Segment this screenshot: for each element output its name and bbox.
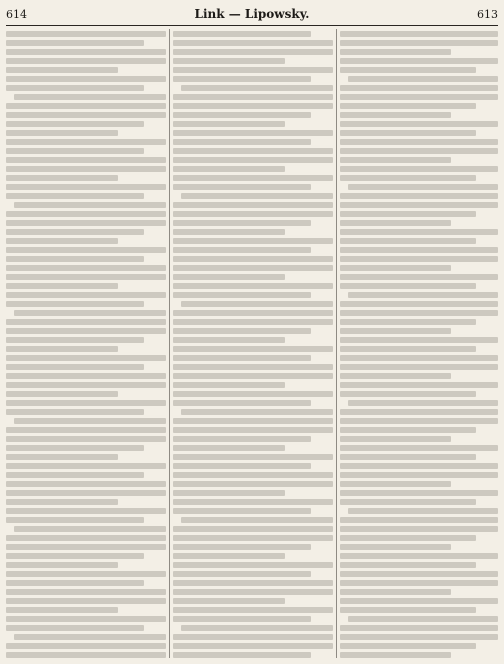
text-line bbox=[173, 76, 311, 82]
text-line bbox=[340, 580, 498, 586]
text-line bbox=[173, 400, 311, 406]
text-line bbox=[340, 40, 498, 46]
text-line bbox=[6, 625, 144, 631]
text-line bbox=[6, 445, 144, 451]
text-line bbox=[340, 112, 451, 118]
text-line bbox=[340, 625, 498, 631]
text-line bbox=[173, 265, 333, 271]
text-line bbox=[6, 193, 144, 199]
text-line bbox=[348, 400, 498, 406]
text-line bbox=[340, 157, 451, 163]
text-line bbox=[340, 598, 498, 604]
text-line bbox=[173, 454, 333, 460]
text-line bbox=[6, 382, 166, 388]
text-line bbox=[340, 85, 498, 91]
text-line bbox=[340, 481, 451, 487]
text-line bbox=[173, 58, 285, 64]
text-line bbox=[340, 211, 476, 217]
text-line bbox=[173, 184, 311, 190]
text-line bbox=[173, 337, 285, 343]
text-line bbox=[173, 211, 333, 217]
text-line bbox=[340, 220, 451, 226]
text-line bbox=[6, 580, 144, 586]
text-line bbox=[6, 373, 166, 379]
text-line bbox=[340, 535, 476, 541]
text-line bbox=[6, 508, 166, 514]
text-line bbox=[173, 526, 333, 532]
page-number-left: 614 bbox=[6, 8, 27, 21]
text-line bbox=[340, 247, 498, 253]
text-line bbox=[181, 409, 333, 415]
text-line bbox=[181, 85, 333, 91]
text-line bbox=[173, 652, 311, 658]
text-line bbox=[6, 49, 166, 55]
text-line bbox=[6, 328, 166, 334]
text-line bbox=[173, 472, 333, 478]
page-header bbox=[6, 6, 498, 24]
text-line bbox=[173, 535, 333, 541]
text-line bbox=[173, 67, 333, 73]
text-line bbox=[6, 58, 166, 64]
text-line bbox=[340, 31, 498, 37]
text-line bbox=[340, 238, 476, 244]
text-line bbox=[173, 94, 333, 100]
text-line bbox=[6, 256, 144, 262]
text-line bbox=[6, 337, 144, 343]
text-line bbox=[340, 283, 476, 289]
running-head: Link — Lipowsky. bbox=[194, 7, 310, 21]
text-line bbox=[173, 634, 333, 640]
text-line bbox=[340, 652, 451, 658]
text-line bbox=[340, 526, 498, 532]
text-line bbox=[173, 427, 333, 433]
text-line bbox=[173, 490, 285, 496]
text-line bbox=[6, 472, 144, 478]
text-line bbox=[6, 229, 144, 235]
text-line bbox=[340, 643, 476, 649]
text-line bbox=[173, 103, 333, 109]
text-line bbox=[6, 274, 166, 280]
text-line bbox=[6, 283, 118, 289]
text-line bbox=[173, 121, 285, 127]
text-line bbox=[340, 364, 498, 370]
text-line bbox=[340, 634, 498, 640]
text-line bbox=[340, 202, 498, 208]
column-1 bbox=[6, 29, 166, 658]
text-line bbox=[173, 31, 311, 37]
text-line bbox=[173, 130, 333, 136]
text-line bbox=[173, 499, 333, 505]
text-line bbox=[340, 544, 451, 550]
text-line bbox=[173, 355, 311, 361]
text-line bbox=[6, 184, 166, 190]
text-line bbox=[6, 175, 118, 181]
text-line bbox=[6, 40, 144, 46]
text-line bbox=[173, 319, 333, 325]
text-line bbox=[6, 265, 166, 271]
text-line bbox=[348, 184, 498, 190]
text-line bbox=[6, 409, 144, 415]
text-line bbox=[173, 508, 311, 514]
text-line bbox=[6, 166, 166, 172]
text-line bbox=[340, 373, 451, 379]
text-line bbox=[173, 571, 311, 577]
text-line bbox=[173, 292, 311, 298]
text-line bbox=[173, 40, 333, 46]
text-line bbox=[348, 508, 498, 514]
text-line bbox=[340, 58, 498, 64]
text-line bbox=[173, 382, 285, 388]
text-line bbox=[181, 625, 333, 631]
text-line bbox=[6, 535, 166, 541]
text-line bbox=[340, 490, 498, 496]
three-column-body bbox=[6, 29, 498, 658]
text-line bbox=[173, 202, 333, 208]
text-line bbox=[6, 346, 118, 352]
text-line bbox=[6, 427, 166, 433]
text-line bbox=[6, 292, 166, 298]
text-line bbox=[6, 553, 144, 559]
text-line bbox=[340, 607, 476, 613]
text-line bbox=[340, 319, 476, 325]
text-line bbox=[173, 148, 333, 154]
text-line bbox=[173, 346, 333, 352]
text-line bbox=[14, 418, 166, 424]
text-line bbox=[340, 310, 498, 316]
text-line bbox=[340, 517, 498, 523]
text-line bbox=[14, 634, 166, 640]
text-line bbox=[6, 571, 166, 577]
text-line bbox=[14, 94, 166, 100]
text-line bbox=[340, 130, 476, 136]
text-line bbox=[173, 49, 333, 55]
text-line bbox=[6, 220, 166, 226]
text-line bbox=[348, 616, 498, 622]
text-line bbox=[173, 256, 333, 262]
text-line bbox=[173, 643, 333, 649]
text-line bbox=[6, 490, 166, 496]
text-line bbox=[340, 49, 451, 55]
column-separator bbox=[336, 29, 337, 658]
text-line bbox=[6, 499, 118, 505]
text-line bbox=[173, 373, 333, 379]
text-line bbox=[173, 238, 333, 244]
text-line bbox=[14, 526, 166, 532]
text-line bbox=[173, 364, 333, 370]
text-line bbox=[340, 166, 498, 172]
text-line bbox=[6, 616, 166, 622]
text-line bbox=[173, 445, 285, 451]
column-3 bbox=[340, 29, 498, 658]
text-line bbox=[340, 454, 476, 460]
text-line bbox=[6, 103, 166, 109]
text-line bbox=[6, 157, 166, 163]
text-line bbox=[173, 274, 285, 280]
text-line bbox=[173, 328, 311, 334]
text-line bbox=[340, 472, 498, 478]
text-line bbox=[340, 67, 476, 73]
text-line bbox=[173, 616, 311, 622]
text-line bbox=[6, 517, 144, 523]
text-line bbox=[173, 589, 333, 595]
text-line bbox=[173, 139, 311, 145]
text-line bbox=[6, 67, 118, 73]
text-line bbox=[181, 193, 333, 199]
text-line bbox=[6, 112, 166, 118]
text-line bbox=[6, 139, 166, 145]
text-line bbox=[340, 418, 498, 424]
text-line bbox=[340, 337, 498, 343]
text-line bbox=[340, 301, 498, 307]
text-line bbox=[6, 130, 118, 136]
text-line bbox=[6, 85, 144, 91]
text-line bbox=[340, 409, 498, 415]
text-line bbox=[6, 436, 166, 442]
text-line bbox=[340, 256, 498, 262]
text-line bbox=[6, 454, 118, 460]
text-line bbox=[340, 562, 476, 568]
text-line bbox=[340, 121, 498, 127]
text-line bbox=[173, 418, 333, 424]
text-line bbox=[173, 166, 285, 172]
text-line bbox=[6, 211, 166, 217]
text-line bbox=[173, 562, 333, 568]
text-line bbox=[340, 94, 498, 100]
text-line bbox=[6, 481, 166, 487]
text-line bbox=[173, 310, 333, 316]
text-line bbox=[6, 301, 144, 307]
text-line bbox=[14, 202, 166, 208]
text-line bbox=[340, 589, 451, 595]
text-line bbox=[348, 76, 498, 82]
text-line bbox=[6, 319, 166, 325]
header-rule bbox=[6, 25, 498, 26]
text-line bbox=[6, 643, 166, 649]
text-line bbox=[173, 580, 333, 586]
text-line bbox=[6, 76, 166, 82]
text-line bbox=[181, 301, 333, 307]
text-line bbox=[6, 463, 166, 469]
text-line bbox=[340, 328, 451, 334]
text-line bbox=[340, 463, 498, 469]
text-line bbox=[340, 571, 498, 577]
text-line bbox=[340, 391, 476, 397]
text-line bbox=[14, 310, 166, 316]
text-line bbox=[173, 247, 311, 253]
text-line bbox=[6, 391, 118, 397]
text-line bbox=[340, 103, 476, 109]
text-line bbox=[6, 364, 144, 370]
text-line bbox=[173, 229, 285, 235]
text-line bbox=[173, 598, 285, 604]
text-line bbox=[340, 274, 498, 280]
text-line bbox=[340, 355, 498, 361]
column-separator bbox=[169, 29, 170, 658]
text-line bbox=[340, 148, 498, 154]
text-line bbox=[6, 607, 118, 613]
text-line bbox=[173, 481, 333, 487]
text-line bbox=[6, 121, 144, 127]
text-line bbox=[340, 382, 498, 388]
text-line bbox=[6, 562, 118, 568]
text-line bbox=[6, 148, 144, 154]
text-line bbox=[6, 400, 166, 406]
text-line bbox=[173, 544, 311, 550]
text-line bbox=[348, 292, 498, 298]
text-line bbox=[340, 193, 498, 199]
text-line bbox=[173, 175, 333, 181]
text-line bbox=[173, 463, 311, 469]
text-line bbox=[173, 220, 311, 226]
text-line bbox=[6, 544, 166, 550]
text-line bbox=[340, 499, 476, 505]
text-line bbox=[340, 229, 498, 235]
text-line bbox=[173, 607, 333, 613]
text-line bbox=[6, 247, 166, 253]
text-line bbox=[173, 553, 285, 559]
text-line bbox=[6, 31, 166, 37]
text-line bbox=[340, 346, 476, 352]
text-line bbox=[173, 283, 333, 289]
text-line bbox=[173, 112, 311, 118]
text-line bbox=[340, 265, 451, 271]
text-line bbox=[181, 517, 333, 523]
text-line bbox=[340, 139, 498, 145]
column-2 bbox=[173, 29, 333, 658]
text-line bbox=[6, 652, 166, 658]
text-line bbox=[6, 589, 166, 595]
text-line bbox=[340, 175, 476, 181]
text-line bbox=[173, 391, 333, 397]
text-line bbox=[340, 427, 476, 433]
text-line bbox=[6, 355, 166, 361]
text-line bbox=[6, 598, 166, 604]
text-line bbox=[173, 436, 311, 442]
text-line bbox=[173, 157, 333, 163]
text-line bbox=[340, 436, 451, 442]
text-line bbox=[6, 238, 118, 244]
page-number-right: 613 bbox=[477, 8, 498, 21]
text-line bbox=[340, 553, 498, 559]
text-line bbox=[340, 445, 498, 451]
